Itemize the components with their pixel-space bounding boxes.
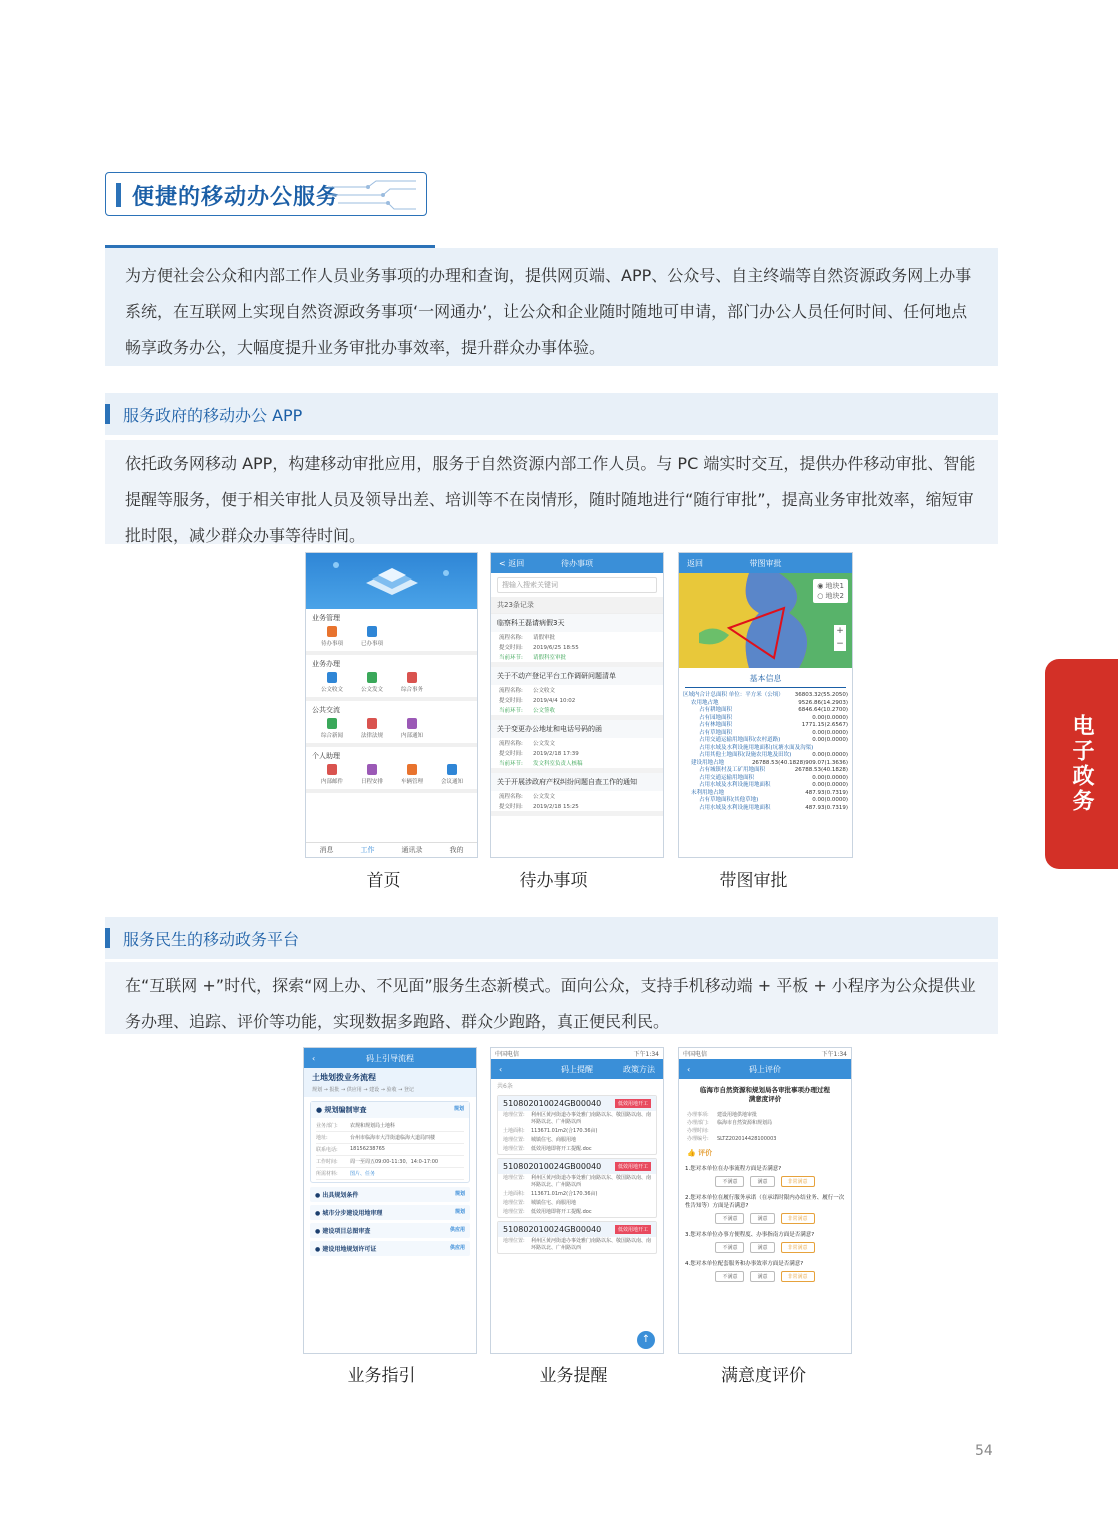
- back-button[interactable]: 返回: [687, 558, 703, 568]
- back-button[interactable]: ‹: [499, 1064, 503, 1074]
- guide-field: 所需材料: 图片、任务: [316, 1168, 464, 1180]
- eval-option-button[interactable]: 非常满意: [781, 1176, 815, 1187]
- todo-item-title: 关于开展涉政府产权纠纷问题自查工作的通知: [491, 773, 663, 791]
- todo-item-field: 当前环节: 公文签收: [499, 708, 556, 714]
- info-row: 占有草地面积(其他草地) 0.00(0.0000): [699, 797, 848, 803]
- tab-messages[interactable]: 消息: [319, 846, 334, 854]
- section1-header: [105, 393, 998, 435]
- info-row: 农用地占地 9526.86(14.2903): [691, 699, 848, 706]
- caption-eval: 满意度评价: [721, 1366, 806, 1386]
- info-row: 占用交通运输用地面积(农村道路) 0.00(0.0000): [699, 737, 848, 743]
- page-number: 54: [975, 1443, 993, 1459]
- remind-field: 土地面积: 113671.01m2(合170.36亩): [503, 1128, 598, 1134]
- eval-option-button[interactable]: 满意: [750, 1176, 774, 1187]
- todo-item-field: 流程名称: 请假审批: [499, 635, 556, 641]
- todo-item-field: 流程名称: 公文收文: [499, 688, 556, 694]
- page-title: 便捷的移动办公服务: [132, 185, 340, 210]
- caption-remind: 业务提醒: [539, 1366, 608, 1386]
- caption-home: 首页: [366, 871, 401, 891]
- app-icon: [367, 718, 377, 729]
- back-button[interactable]: ‹: [687, 1064, 691, 1074]
- home-app-item[interactable]: [318, 764, 346, 785]
- home-app-item[interactable]: [358, 764, 386, 785]
- remind-field: 地理位置: 城镇住宅、商服用地: [503, 1200, 577, 1206]
- zoom-out-button[interactable]: −: [836, 639, 844, 649]
- record-count: 共23条记录: [491, 597, 663, 614]
- remind-item-head: 低效用地开工 510802010024GB00040: [498, 1222, 656, 1237]
- home-app-item[interactable]: [438, 764, 466, 785]
- todo-item-field: 当前环节: 请假科室审批: [499, 655, 567, 661]
- info-table: [679, 690, 852, 814]
- back-button[interactable]: < 返回: [499, 558, 525, 568]
- search-input[interactable]: 搜输入搜索关键词: [497, 577, 657, 593]
- section1-accent-bar: [105, 404, 110, 424]
- todo-item-field: 提交时间: 2019/6/25 18:55: [499, 645, 579, 651]
- home-banner: [306, 553, 477, 609]
- eval-option-button[interactable]: 非常满意: [781, 1271, 815, 1282]
- app-label: 内部邮件: [320, 779, 343, 785]
- todo-item-title: 关于不动产登记平台工作调研问题清单: [491, 667, 663, 685]
- home-app-item[interactable]: [398, 672, 426, 693]
- home-groups: [306, 609, 477, 793]
- remind-screenshot: [490, 1047, 664, 1354]
- home-group: [306, 655, 477, 701]
- guide-list-item[interactable]: ● 城市分步建设用地审理 规划: [310, 1205, 470, 1220]
- home-app-item[interactable]: [318, 718, 346, 739]
- tab-mine[interactable]: 我的: [449, 846, 464, 854]
- eval-options: [685, 1173, 845, 1190]
- side-tab: 电子政务: [1045, 659, 1118, 869]
- guide-card: [310, 1101, 470, 1183]
- app-icon: [447, 764, 457, 775]
- home-group-items: [312, 718, 471, 739]
- home-group-title: 个人助理: [312, 752, 340, 760]
- guide-header: [304, 1048, 476, 1068]
- section2-title: 服务民生的移动政务平台: [123, 930, 300, 949]
- remind-count: 共6条: [497, 1083, 513, 1090]
- eval-option-button[interactable]: 非常满意: [781, 1213, 815, 1224]
- home-group-items: [312, 672, 471, 693]
- app-label: 法律法规: [360, 733, 383, 739]
- section2-accent-bar: [105, 928, 110, 948]
- info-row: 占有林地面积 1771.15(2.6567): [699, 722, 848, 728]
- back-button[interactable]: ‹: [312, 1053, 316, 1063]
- app-icon: [407, 672, 417, 683]
- home-group: [306, 609, 477, 655]
- guide-field: 地址: 台州市临海市大洋街道临海大道局四楼: [316, 1132, 464, 1144]
- remind-field: 地理位置: 利州区黄河街道办事处雅门南路以东、敬国路以南、南环路以北、广州路以西: [503, 1112, 652, 1125]
- app-label: 会议通知: [440, 779, 463, 785]
- app-icon: [327, 626, 337, 637]
- remind-item-head: 低效用地开工 510802010024GB00040: [498, 1096, 656, 1111]
- section1-paragraph: 依托政务网移动 APP，构建移动审批应用，服务于自然资源内部工作人员。与 PC 端实时交互，提供办件移动审批、智能提醒等服务，便于相关审批人员及领导出差、培训等不在岗情形，随时随地进行“随行审批”，提高业务审批效率，缩短审批时限，减少群众办事等待时间。: [105, 440, 998, 544]
- eval-option-button[interactable]: 不满意: [715, 1213, 744, 1224]
- map-approval-screenshot: [678, 552, 853, 858]
- map-view[interactable]: [679, 573, 852, 668]
- app-label: 公文发文: [360, 687, 383, 693]
- legend-item-1[interactable]: ◉ 地块1: [817, 582, 844, 590]
- guide-field: 工作时间: 周一至周五09:00-11:30、14:0-17:00: [316, 1156, 464, 1168]
- app-icon: [407, 718, 417, 729]
- eval-question: 4.您对本单位配套服务和办事效率方面是否满意?: [685, 1261, 804, 1267]
- remind-item[interactable]: [497, 1095, 657, 1155]
- info-row: 占有草地面积 0.00(0.0000): [699, 729, 848, 736]
- info-title: 基本信息: [685, 670, 846, 688]
- eval-option-button[interactable]: 满意: [750, 1213, 774, 1224]
- eval-field: 办理时间:: [687, 1128, 709, 1134]
- map-header: [679, 553, 852, 573]
- home-app-item[interactable]: [398, 718, 426, 739]
- eval-header: [679, 1059, 851, 1079]
- eval-option-button[interactable]: 不满意: [715, 1242, 744, 1253]
- eval-field: 办理事项: 建设用地供地审批: [687, 1112, 758, 1118]
- home-tabbar: [306, 842, 477, 857]
- remind-list: [491, 1095, 663, 1254]
- info-row: 占有园地面积 0.00(0.0000): [699, 714, 848, 721]
- home-app-item[interactable]: [358, 672, 386, 693]
- todo-item-field: 流程名称: 公文发文: [499, 741, 556, 747]
- app-icon: [367, 626, 377, 637]
- home-group-title: 业务办理: [312, 660, 340, 668]
- eval-screenshot: [678, 1047, 852, 1354]
- caption-guide: 业务指引: [347, 1366, 416, 1386]
- info-row: 建设用地占地 26788.53(40.1828)909.07(1.3636): [691, 759, 848, 766]
- eval-options: [685, 1268, 845, 1285]
- policy-link[interactable]: 政策方法: [623, 1064, 655, 1074]
- home-group-title: 业务管理: [312, 614, 340, 622]
- remind-header: [491, 1059, 663, 1079]
- app-label: 综合新闻: [320, 733, 343, 739]
- eval-option-button[interactable]: 非常满意: [781, 1242, 815, 1253]
- status-bar: 中国电信 下午1:34: [683, 1051, 847, 1058]
- todo-item-field: 提交时间: 2019/4/4 10:02: [499, 698, 576, 704]
- info-row: 占用水域及水利设施用地面积(坑塘水面及沟渠): [699, 744, 814, 751]
- guide-banner: [304, 1068, 476, 1097]
- home-app-item[interactable]: [358, 718, 386, 739]
- info-row: 占有城镇村及工矿用地面积 26788.53(40.1828): [699, 767, 848, 773]
- building-illustration-icon: [306, 553, 478, 609]
- remind-item-head: 低效用地开工 510802010024GB00040: [498, 1159, 656, 1174]
- section2-header: [105, 917, 998, 959]
- todo-item-field: 流程名称: 公文发文: [499, 794, 556, 800]
- guide-title: 码上引导流程: [366, 1053, 414, 1063]
- legend-item-2[interactable]: ○ 地块2: [817, 592, 844, 600]
- home-group: [306, 701, 477, 747]
- map-legend: [813, 579, 848, 603]
- home-group-items: [312, 626, 471, 647]
- info-row: 占有耕地面积 6846.64(10.2700): [699, 707, 848, 713]
- home-group: [306, 747, 477, 793]
- home-group-title: 公共交流: [312, 706, 340, 714]
- eval-option-button[interactable]: 不满意: [715, 1271, 744, 1282]
- todo-item-field: 提交时间: 2019/2/18 17:39: [499, 751, 579, 757]
- todo-item-title: 临察科王磊请病假3天: [491, 614, 663, 632]
- guide-card-title[interactable]: ● 规划编制审查 规划: [311, 1102, 469, 1118]
- info-row: 占用水域及水利设施用地面积 0.00(0.0000): [699, 782, 848, 788]
- app-label: 待办事项: [320, 641, 343, 647]
- app-label: 综合事务: [400, 687, 423, 693]
- tab-work[interactable]: 工作: [360, 846, 375, 854]
- home-screenshot: [305, 552, 478, 858]
- app-label: 已办事项: [360, 641, 383, 647]
- remind-field: 土地面积: 113671.01m2(合170.36亩): [503, 1191, 598, 1197]
- status-bar: 中国电信 下午1:34: [495, 1051, 659, 1058]
- eval-question: 3.您对本单位办事方便程度、办事指南方面是否满意?: [685, 1232, 815, 1238]
- app-label: 日程安排: [360, 779, 383, 785]
- intro-paragraph: 为方便社会公众和内部工作人员业务事项的办理和查询，提供网页端、APP、公众号、自主终端等自然资源政务网上办事系统，在互联网上实现自然资源政务事项‘一网通办’，让公众和企业随时随地可申请，部门办公人员任何时间、任何地点畅享政务办公，大幅度提升业务审批办事效率，提升群众办事体验。: [105, 248, 998, 366]
- eval-option-button[interactable]: 不满意: [715, 1176, 744, 1187]
- guide-list-item[interactable]: ● 建设用地规划许可证 供应用: [310, 1241, 470, 1256]
- todo-item[interactable]: [491, 720, 663, 773]
- eval-title: 码上评价: [749, 1064, 781, 1074]
- guide-subtitle: 土地划拨业务流程: [312, 1073, 376, 1082]
- info-row: 区域内合计总面积 单位：平方米（公顷） 36803.32(55.2050): [683, 692, 848, 698]
- guide-list-item[interactable]: ● 建设项目总图审查 供应用: [310, 1223, 470, 1238]
- caption-todo: 待办事项: [519, 871, 588, 891]
- home-app-item[interactable]: [318, 626, 346, 647]
- title-accent-bar: [116, 183, 121, 207]
- caption-map: 带图审批: [719, 871, 788, 891]
- todo-title: 待办事项: [561, 558, 593, 568]
- app-icon: [327, 718, 337, 729]
- scroll-top-icon[interactable]: ↑: [637, 1331, 655, 1349]
- app-label: 公文收文: [320, 687, 343, 693]
- info-row: 占用交通运输用地面积 0.00(0.0000): [699, 774, 848, 781]
- eval-option-button[interactable]: 满意: [750, 1271, 774, 1282]
- guide-screenshot: [303, 1047, 477, 1354]
- info-row: 占用水域及水利设施用地面积 487.93(0.7319): [699, 804, 848, 811]
- remind-field: 地理位置: 利州区黄河街道办事处雅门南路以东、敬国路以南、南环路以北、广州路以西: [503, 1238, 652, 1251]
- todo-item-field: 提交时间: 2019/2/18 15:25: [499, 804, 579, 810]
- todo-item[interactable]: [491, 773, 663, 816]
- section1-title: 服务政府的移动办公 APP: [123, 406, 303, 425]
- app-label: 车辆管理: [400, 779, 423, 785]
- app-icon: [327, 764, 337, 775]
- info-row: 未利用地占地 487.93(0.7319): [691, 789, 848, 796]
- todo-item[interactable]: [491, 667, 663, 720]
- zoom-controls: [834, 625, 846, 651]
- home-app-item[interactable]: [318, 672, 346, 693]
- home-app-item[interactable]: [358, 626, 386, 647]
- remind-field: 地理位置: 低效用地即将开工提醒.doc: [503, 1209, 592, 1215]
- app-icon: [407, 764, 417, 775]
- todo-item-field: 当前环节: 发文科室负责人核稿: [499, 761, 583, 767]
- guide-list-item[interactable]: ● 出具规划条件 规划: [310, 1187, 470, 1202]
- map-title: 带图审批: [749, 558, 782, 568]
- remind-title: 码上提醒: [561, 1064, 593, 1074]
- eval-option-button[interactable]: 满意: [750, 1242, 774, 1253]
- guide-list: [304, 1187, 476, 1256]
- todo-list: [491, 614, 663, 816]
- eval-options: [685, 1210, 845, 1227]
- todo-item[interactable]: [491, 614, 663, 667]
- todo-screenshot: [490, 552, 664, 858]
- remind-item[interactable]: [497, 1221, 657, 1254]
- remind-field: 地理位置: 低效用地即将开工提醒.doc: [503, 1146, 592, 1152]
- remind-field: 地理位置: 利州区黄河街道办事处雅门南路以东、敬国路以南、南环路以北、广州路以西: [503, 1175, 652, 1188]
- remind-field: 地理位置: 城镇住宅、商服用地: [503, 1137, 577, 1143]
- remind-item[interactable]: [497, 1158, 657, 1218]
- eval-options: [685, 1239, 845, 1256]
- guide-fields: [311, 1118, 469, 1182]
- guide-steps: 规划 → 报批 → 供应用 → 建设 → 验收 → 登记: [312, 1087, 414, 1093]
- info-row: 占用其他土地面积(设施农用地及田坎) 0.00(0.0000): [699, 752, 848, 758]
- zoom-in-button[interactable]: +: [836, 626, 844, 636]
- app-icon: [367, 764, 377, 775]
- eval-heading: 临海市自然资源和规划局各审批事项办理过程满意度评价: [700, 1086, 830, 1103]
- eval-fields: [679, 1109, 851, 1145]
- section2-paragraph: 在“互联网 +”时代，探索“网上办、不见面”服务生态新模式。面向公众，支持手机移动端 + 平板 + 小程序为公众提供业务办理、追踪、评价等功能，实现数据多跑路、群众少跑路，真正便民利民。: [105, 962, 998, 1034]
- app-icon: [367, 672, 377, 683]
- circuit-decoration-icon: [328, 179, 418, 211]
- eval-field: 办理部门: 临海市自然资源和规划局: [687, 1120, 773, 1126]
- eval-question: 1.您对本单位在办事流程方面是否满意?: [685, 1166, 782, 1172]
- section-title-box: [105, 172, 427, 216]
- eval-questions: [679, 1165, 851, 1285]
- todo-item-title: 关于变更办公地址和电话号码的函: [491, 720, 663, 738]
- home-group-items: [312, 764, 471, 785]
- eval-section: 👍 评价: [687, 1149, 713, 1157]
- app-icon: [327, 672, 337, 683]
- home-app-item[interactable]: [398, 764, 426, 785]
- guide-field: 业务部门: 农规和规划局土地科: [316, 1120, 464, 1132]
- app-label: 内部通知: [400, 733, 423, 739]
- guide-field: 联系电话: 18156238765: [316, 1144, 464, 1156]
- eval-question: 2.您对本单位在履行服务承诺（在承诺时限内办结业务、履行一次性告知等）方面是否满意?: [685, 1195, 845, 1209]
- eval-field: 办理编号: SLTZ202014428100003: [687, 1136, 777, 1142]
- todo-header: [491, 553, 663, 573]
- tab-contacts[interactable]: 通讯录: [401, 846, 423, 854]
